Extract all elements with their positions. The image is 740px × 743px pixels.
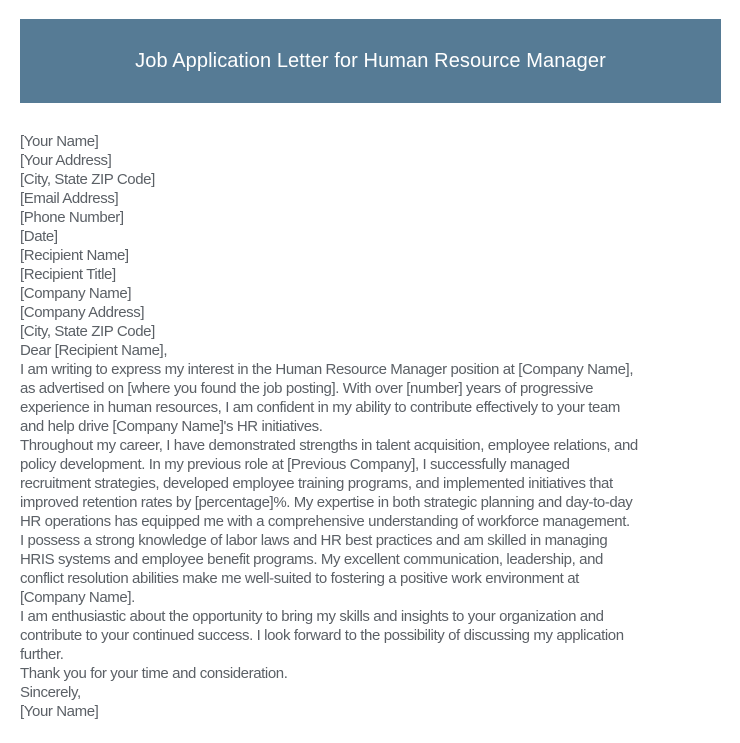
letter-line: experience in human resources, I am confident in my ability to contribute effectively to your team [20, 399, 621, 416]
document-title-banner [20, 19, 721, 103]
letter-line: [Email Address] [20, 190, 119, 207]
letter-line: [City, State ZIP Code] [20, 323, 155, 340]
letter-line: policy development. In my previous role at [Previous Company], I successfully managed [20, 456, 570, 473]
letter-line: Throughout my career, I have demonstrated strengths in talent acquisition, employee relations, and [20, 437, 638, 454]
letter-line: I am writing to express my interest in the Human Resource Manager position at [Company Name], [20, 361, 634, 378]
letter-line: [Phone Number] [20, 209, 124, 226]
letter-line: [Your Address] [20, 152, 112, 169]
letter-line: I possess a strong knowledge of labor laws and HR best practices and am skilled in managing [20, 532, 608, 549]
letter-line: [Recipient Name] [20, 247, 129, 264]
letter-line: [Date] [20, 228, 58, 245]
letter-line: [Company Name]. [20, 589, 135, 606]
letter-line: contribute to your continued success. I look forward to the possibility of discussing my application [20, 627, 624, 644]
letter-line: and help drive [Company Name]'s HR initiatives. [20, 418, 323, 435]
letter-line: improved retention rates by [percentage]%. My expertise in both strategic planning and day-to-day [20, 494, 633, 511]
letter-line: Thank you for your time and consideration. [20, 665, 288, 682]
page-title: Job Application Letter for Human Resource Manager [135, 49, 606, 72]
letter-line: recruitment strategies, developed employee training programs, and implemented initiatives that [20, 475, 613, 492]
letter-line: I am enthusiastic about the opportunity to bring my skills and insights to your organization and [20, 608, 604, 625]
letter-body [20, 132, 732, 721]
letter-line: [Your Name] [20, 703, 99, 720]
letter-line: Sincerely, [20, 684, 81, 701]
letter-line: conflict resolution abilities make me well-suited to fostering a positive work environment at [20, 570, 579, 587]
letter-line: HRIS systems and employee benefit programs. My excellent communication, leadership, and [20, 551, 603, 568]
letter-line: further. [20, 646, 64, 663]
letter-line: [City, State ZIP Code] [20, 171, 155, 188]
letter-line: [Recipient Title] [20, 266, 116, 283]
letter-line: HR operations has equipped me with a comprehensive understanding of workforce management. [20, 513, 630, 530]
letter-line: as advertised on [where you found the job posting]. With over [number] years of progressive [20, 380, 594, 397]
letter-line: [Company Name] [20, 285, 132, 302]
letter-line: [Company Address] [20, 304, 145, 321]
letter-line: [Your Name] [20, 133, 99, 150]
letter-line: Dear [Recipient Name], [20, 342, 168, 359]
